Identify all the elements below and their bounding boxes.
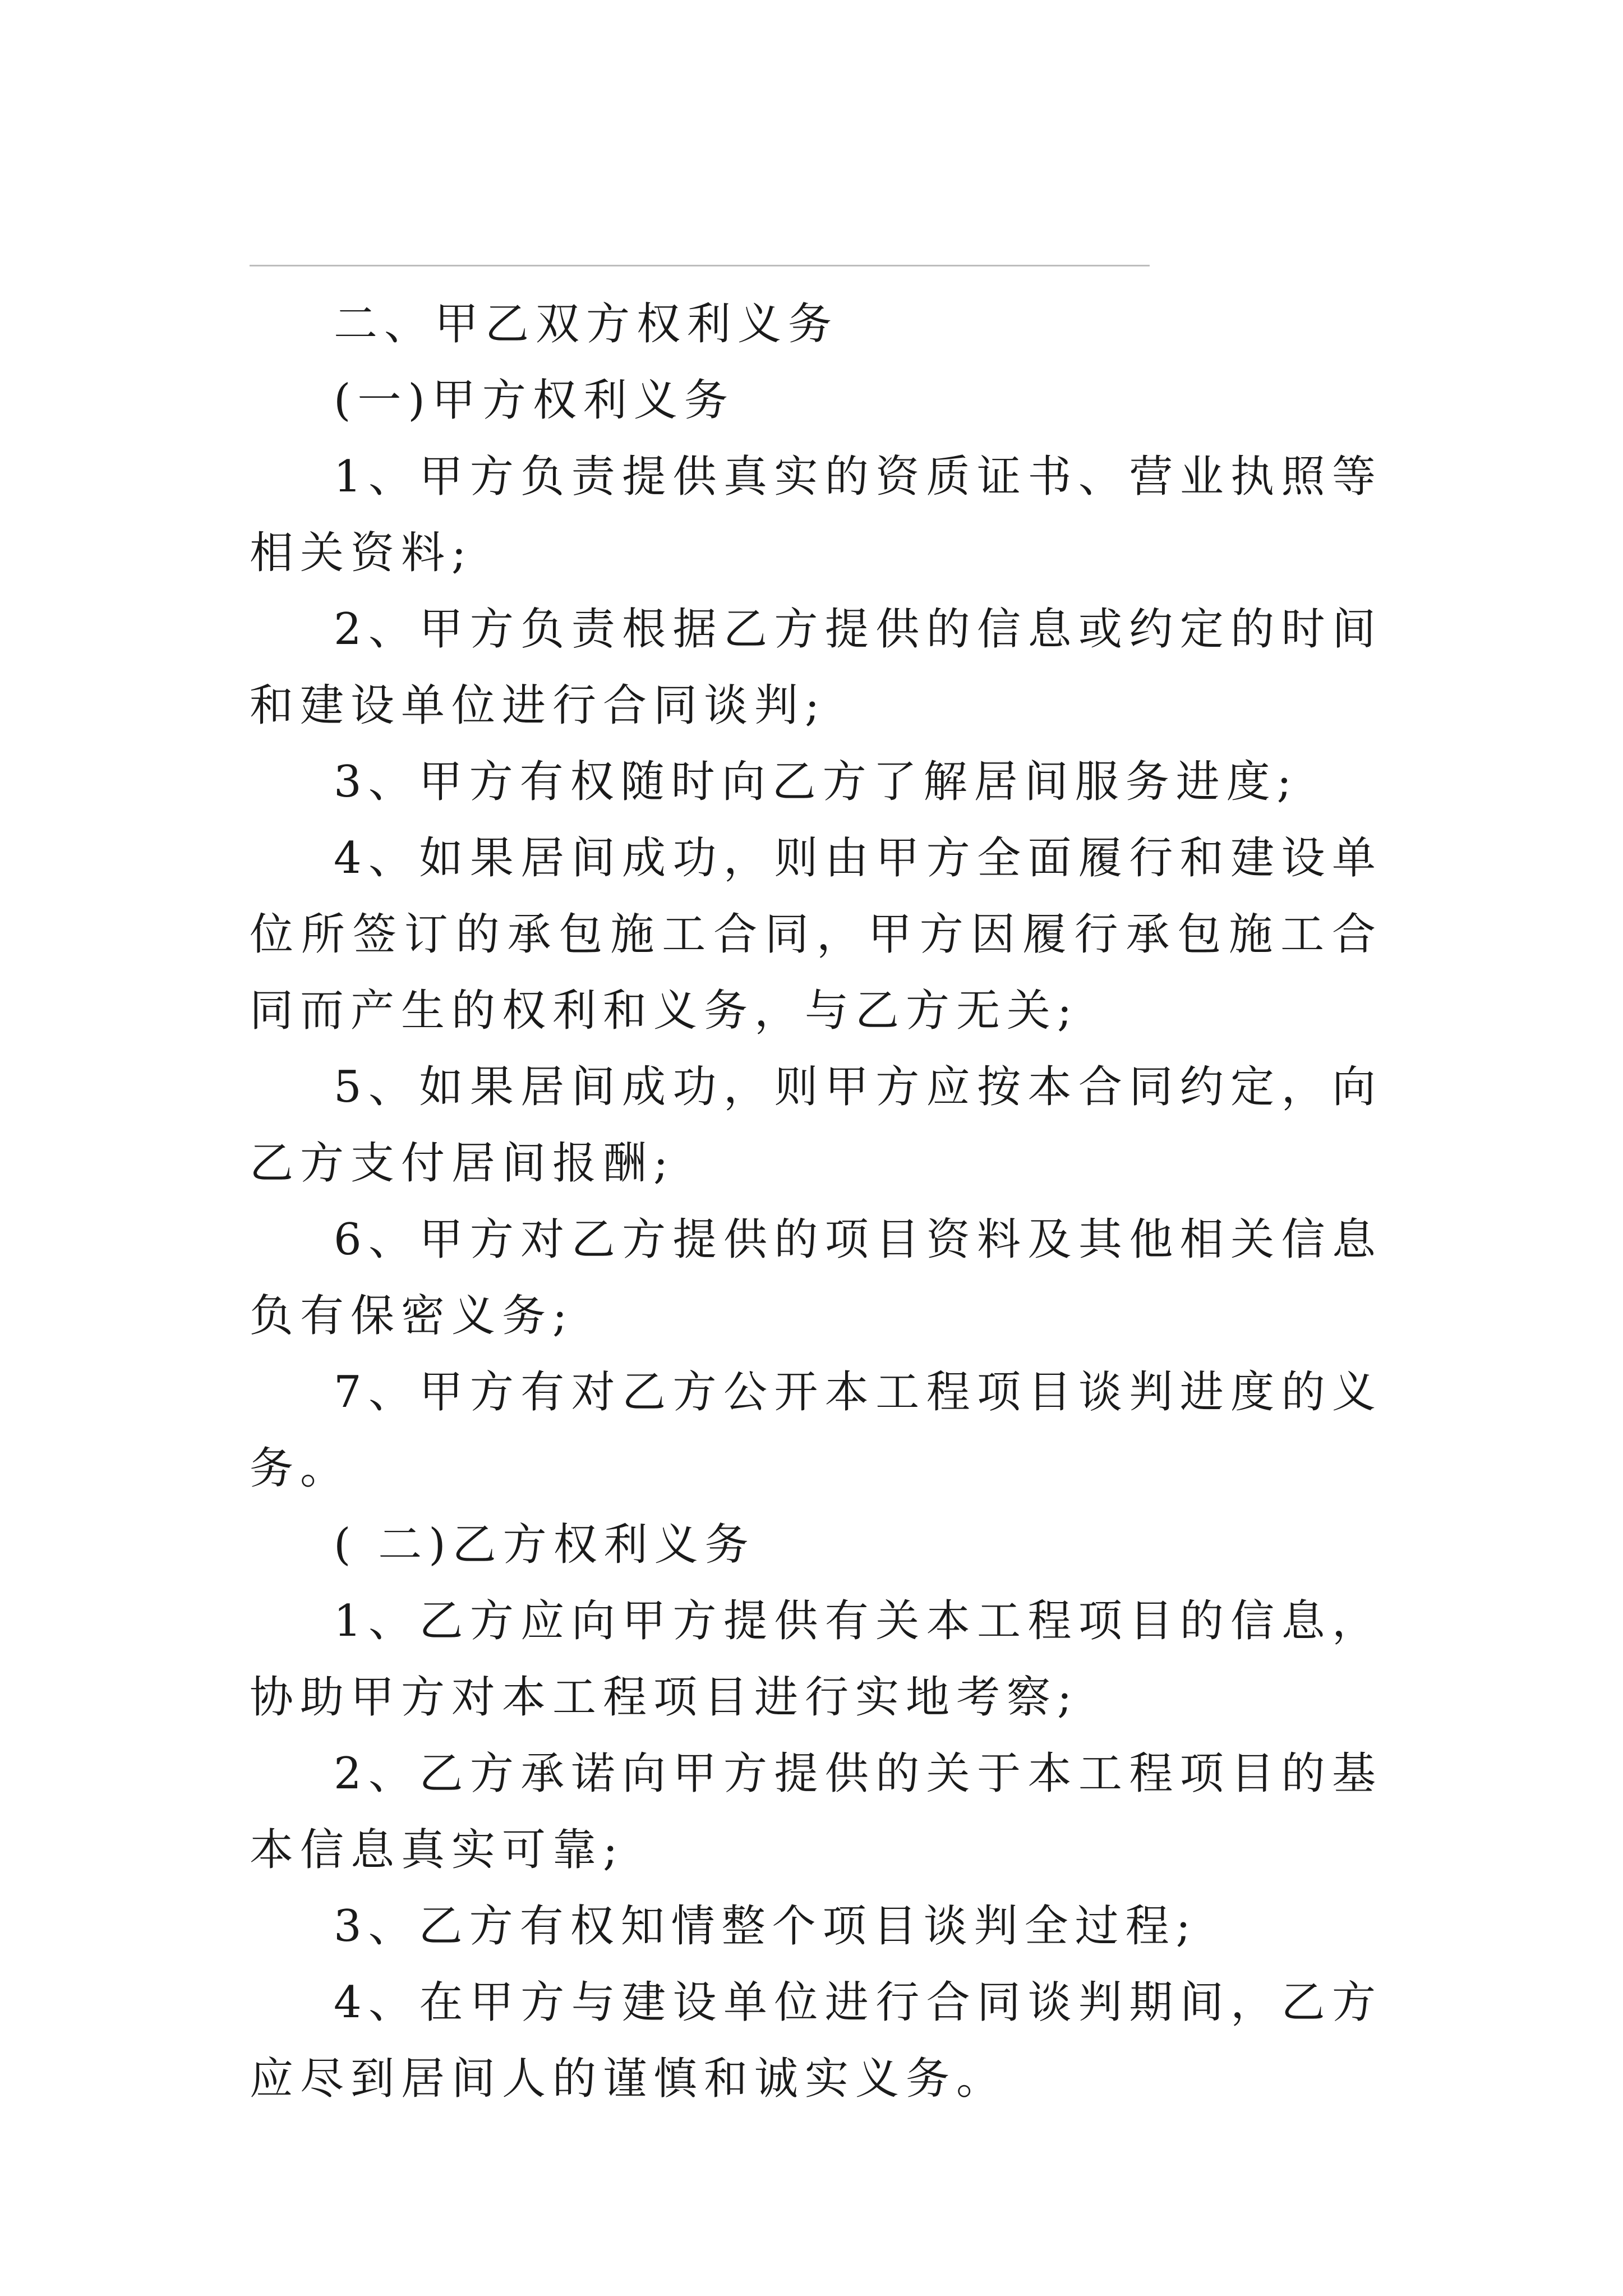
- clause-b-1: 1、乙方应向甲方提供有关本工程项目的信息，协助甲方对本工程项目进行实地考察;: [250, 1596, 1382, 1723]
- clause-b-3: 3、乙方有权知情整个项目谈判全过程;: [334, 1901, 1197, 1952]
- subsection-heading-party-a: (一)甲方权利义务: [334, 375, 735, 426]
- clause-a-2: 2、甲方负责根据乙方提供的信息或约定的时间和建设单位进行合同谈判;: [250, 604, 1382, 731]
- subsection-heading-party-b: ( 二)乙方权利义务: [334, 1520, 755, 1570]
- clause-a-1: 1、甲方负责提供真实的资质证书、营业执照等相关资料;: [250, 452, 1382, 578]
- clause-a-5: 5、如果居间成功，则甲方应按本合同约定，向乙方支付居间报酬;: [250, 1062, 1382, 1189]
- clause-a-4: 4、如果居间成功，则由甲方全面履行和建设单位所签订的承包施工合同，甲方因履行承包施工合同而产生的权利和义务，与乙方无关;: [250, 833, 1382, 1036]
- header-rule: [250, 265, 1150, 266]
- section-heading: 二、甲乙双方权利义务: [334, 299, 839, 349]
- clause-b-4: 4、在甲方与建设单位进行合同谈判期间，乙方应尽到居间人的谨慎和诚实义务。: [250, 1977, 1382, 2104]
- clause-a-3: 3、甲方有权随时向乙方了解居间服务进度;: [334, 757, 1298, 807]
- clause-b-2: 2、乙方承诺向甲方提供的关于本工程项目的基本信息真实可靠;: [250, 1749, 1382, 1875]
- clause-a-7: 7、甲方有对乙方公开本工程项目谈判进度的义务。: [250, 1367, 1382, 1494]
- clause-a-6: 6、甲方对乙方提供的项目资料及其他相关信息负有保密义务;: [250, 1214, 1382, 1341]
- document-body: [250, 286, 1382, 2117]
